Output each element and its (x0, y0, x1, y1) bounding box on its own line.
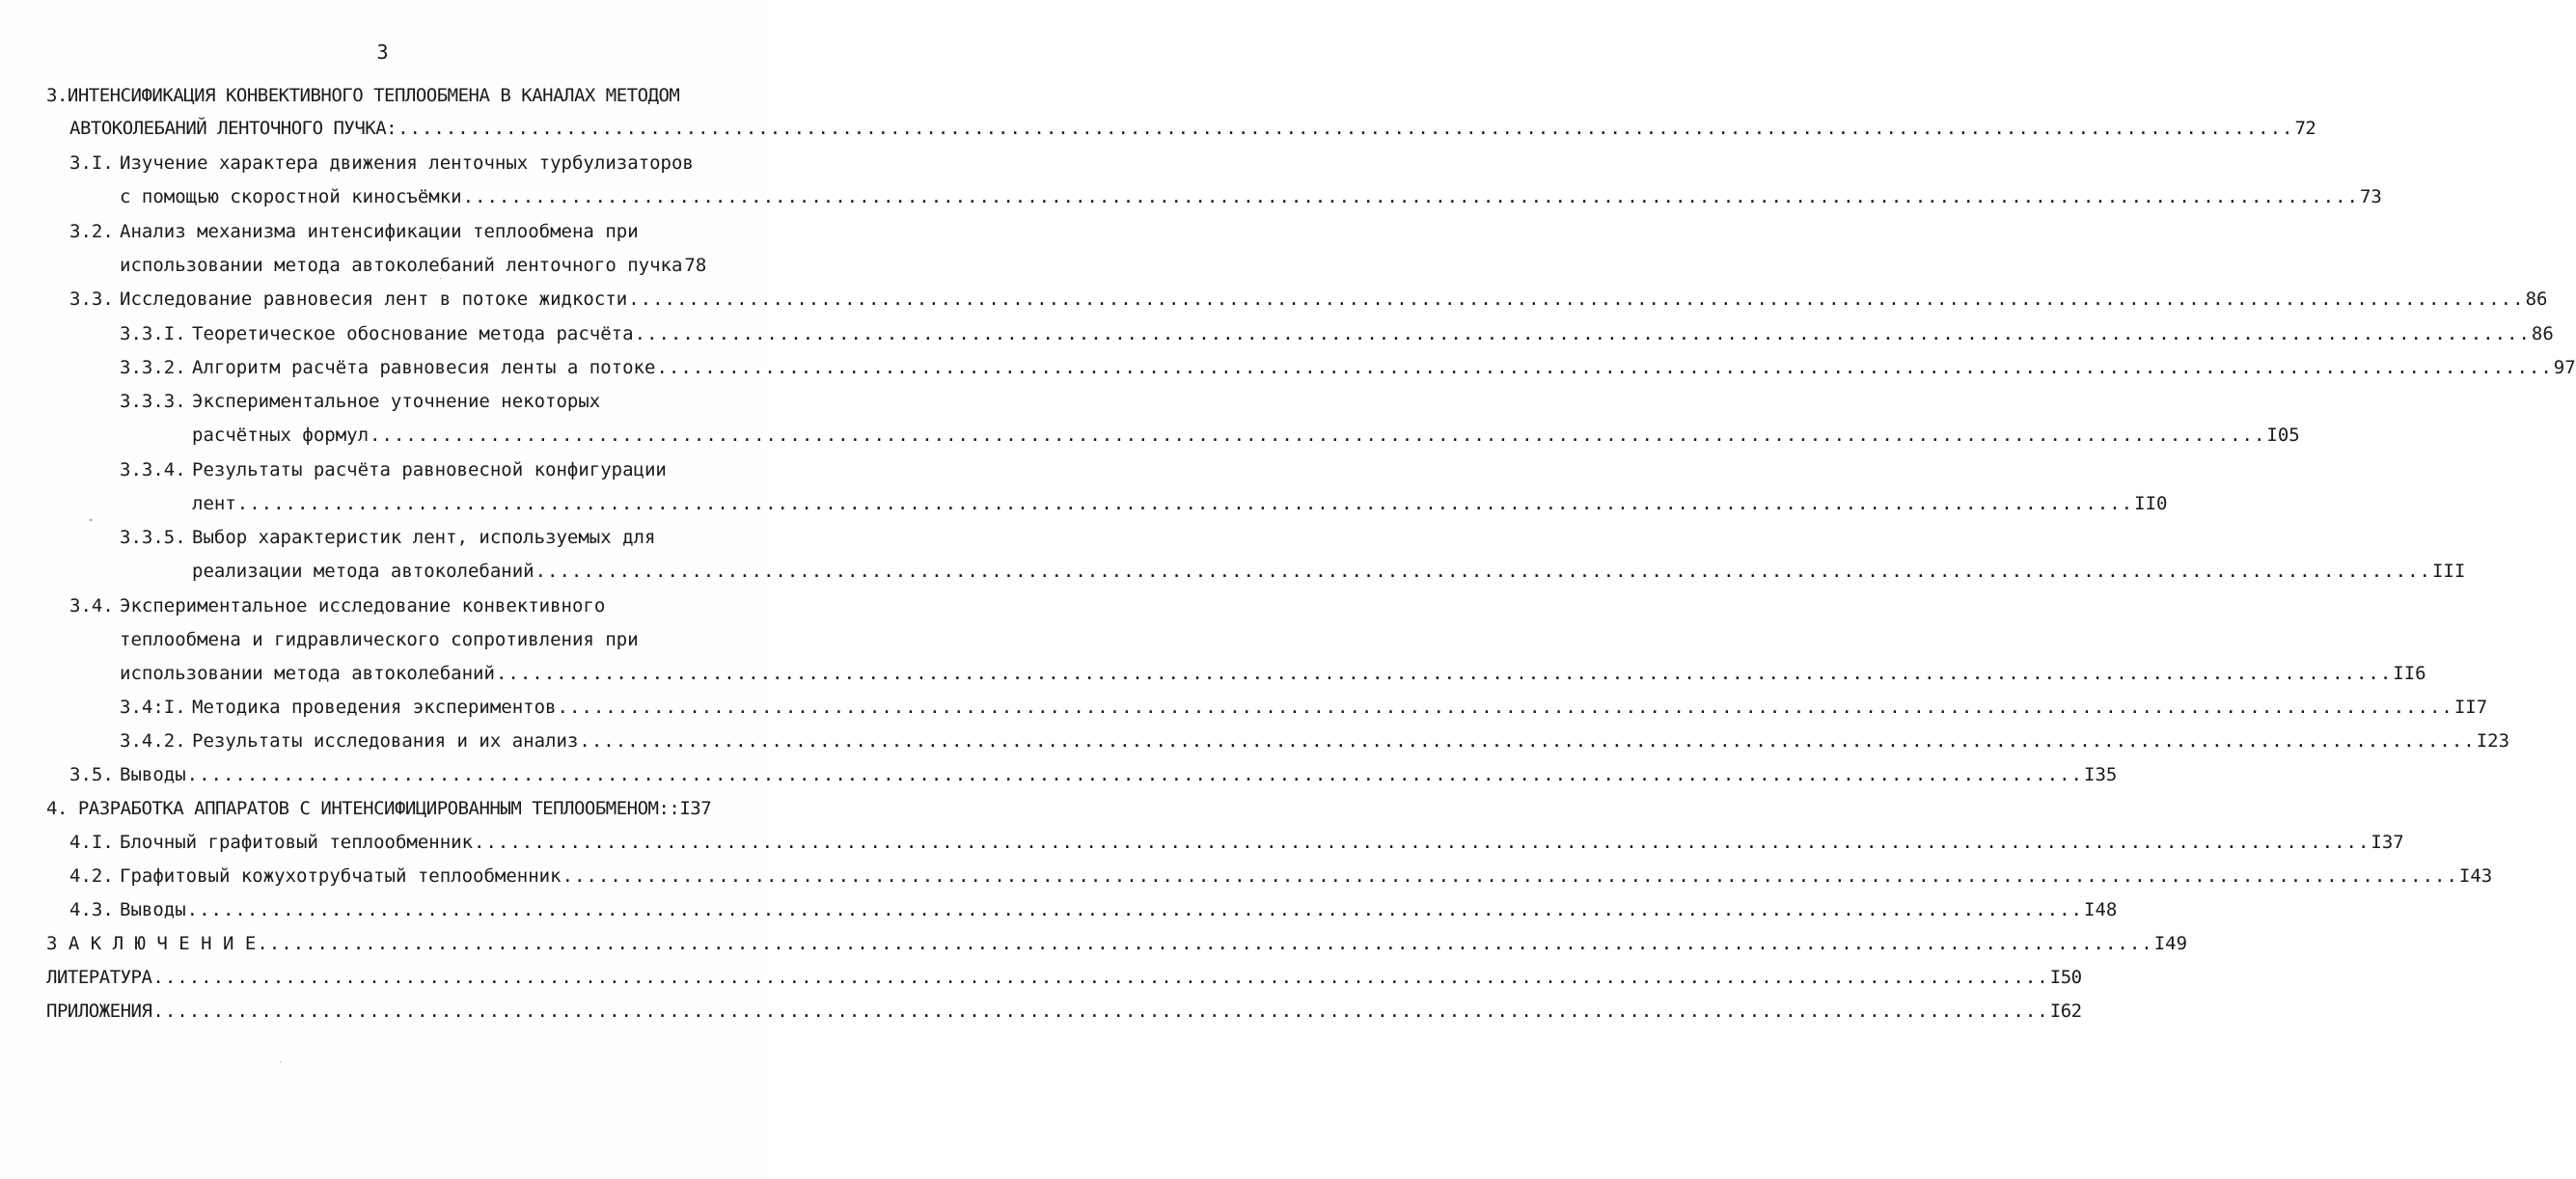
dot-leader (474, 830, 2370, 855)
toc-page-number: 73 (2359, 186, 2382, 207)
toc-page-number: I05 (2266, 425, 2300, 446)
scan-speck (440, 278, 441, 279)
toc-section-3-2-line2: использовании метода автоколебаний ленточного пучка 78 (120, 255, 707, 276)
dot-leader (562, 864, 2458, 889)
toc-page-number: 72 (2294, 118, 2316, 139)
toc-section-3-3-4-line1: 3.3.4. Результаты расчёта равновесной конфигурации (120, 459, 667, 480)
dot-leader (257, 931, 2152, 956)
toc-section-4-1: 4.I. Блочный графитовый теплообменник ..... I37 (69, 830, 698, 855)
toc-page-number: II0 (2134, 493, 2168, 514)
toc-page-number: II6 (2393, 663, 2426, 684)
toc-section-3-4-line2: теплообмена и гидравлического сопротивления при (120, 629, 639, 650)
toc-page-number: II7 (2453, 697, 2488, 718)
dot-leader (370, 423, 2265, 448)
dot-leader (187, 762, 2083, 787)
dot-leader (535, 559, 2431, 584)
scan-speck (280, 1061, 281, 1062)
toc-page-number: 86 (2531, 323, 2554, 344)
dot-leader (152, 965, 2048, 990)
toc-page-number: I23 (2476, 730, 2510, 752)
toc-section-3-4-line3: использовании метода автоколебаний ..... II6 (120, 661, 698, 686)
toc-section-3-1-line1: 3.I. Изучение характера движения ленточных турбулизаторов (69, 152, 694, 174)
scan-speck (90, 519, 92, 521)
toc-section-3-3-3-line2: расчётных формул ..... I05 (192, 423, 698, 448)
toc-page-number: I37 (2370, 832, 2404, 853)
dot-leader (152, 999, 2048, 1024)
toc-literature: ЛИТЕРАТУРА ..... I50 (46, 965, 698, 990)
toc-chapter-4-title: 4. РАЗРАБОТКА АППАРАТОВ С ИНТЕНСИФИЦИРОВАННЫМ ТЕПЛООБМЕНОМ:: I37 (46, 798, 712, 819)
toc-page-number: I48 (2084, 899, 2118, 920)
toc-page-number: I49 (2153, 933, 2188, 954)
toc-section-3-3-3-line1: 3.3.3. Экспериментальное уточнение некоторых (120, 391, 601, 412)
dot-leader (579, 728, 2475, 754)
toc-section-3-3-2: 3.3.2. Алгоритм расчёта равновесия ленты а потоке ..... 97 (120, 355, 698, 380)
toc-page-number: I62 (2049, 1001, 2082, 1022)
toc-appendices: ПРИЛОЖЕНИЯ ..... I62 (46, 999, 698, 1024)
dot-leader (558, 695, 2453, 720)
dot-leader (628, 287, 2524, 312)
toc-chapter-3-title-line1: 3.ИНТЕНСИФИКАЦИЯ КОНВЕКТИВНОГО ТЕПЛООБМЕНА В КАНАЛАХ МЕТОДОМ (46, 85, 680, 106)
toc-section-3-1-line2: с помощью скоростной киносъёмки ..... 73 (120, 184, 698, 209)
dot-leader (496, 661, 2392, 686)
toc-section-4-3: 4.3. Выводы ..... I48 (69, 897, 698, 922)
toc-section-3-3-5-line1: 3.3.5. Выбор характеристик лент, используемых для (120, 527, 656, 548)
toc-section-3-2-line1: 3.2. Анализ механизма интенсификации теплообмена при (69, 221, 639, 242)
toc-section-3-3-4-line2: лент ..... II0 (192, 491, 698, 516)
dot-leader (397, 116, 2293, 141)
toc-section-4-2: 4.2. Графитовый кожухотрубчатый теплообменник ..... I43 (69, 864, 698, 889)
toc-section-3-3-1: 3.3.I. Теоретическое обоснование метода расчёта ..... 86 (120, 321, 698, 346)
toc-conclusion: З А К Л Ю Ч Е Н И Е ..... I49 (46, 931, 698, 956)
toc-page-number: I43 (2458, 865, 2493, 887)
toc-page-number: 97 (2553, 357, 2576, 378)
dot-leader (237, 491, 2133, 516)
toc-page-number: I35 (2084, 764, 2118, 785)
dot-leader (463, 184, 2359, 209)
toc-page-number: 78 (684, 255, 707, 276)
toc-section-3-4-1: 3.4:I. Методика проведения экспериментов ..... II7 (120, 695, 698, 720)
dot-leader (187, 897, 2083, 922)
toc-section-3-3-5-line2: реализации метода автоколебаний ..... III (192, 559, 698, 584)
toc-page-number: III (2431, 561, 2466, 582)
dot-leader (656, 355, 2552, 380)
toc-section-3-4-2: 3.4.2. Результаты исследования и их анализ ..... I23 (120, 728, 698, 754)
toc-section-3-4-line1: 3.4. Экспериментальное исследование конвективного (69, 595, 606, 617)
toc-page-number: I37 (679, 798, 712, 819)
dot-leader (635, 321, 2531, 346)
toc-page-number: I50 (2049, 967, 2082, 988)
toc-section-3-5: 3.5. Выводы ..... I35 (69, 762, 698, 787)
toc-chapter-3-title-line2: АВТОКОЛЕБАНИЙ ЛЕНТОЧНОГО ПУЧКА: ..... 72 (69, 116, 698, 141)
page-number: 3 (376, 41, 389, 64)
toc-section-3-3: 3.3. Исследование равновесия лент в потоке жидкости ..... 86 (69, 287, 698, 312)
toc-page-number: 86 (2525, 288, 2548, 310)
